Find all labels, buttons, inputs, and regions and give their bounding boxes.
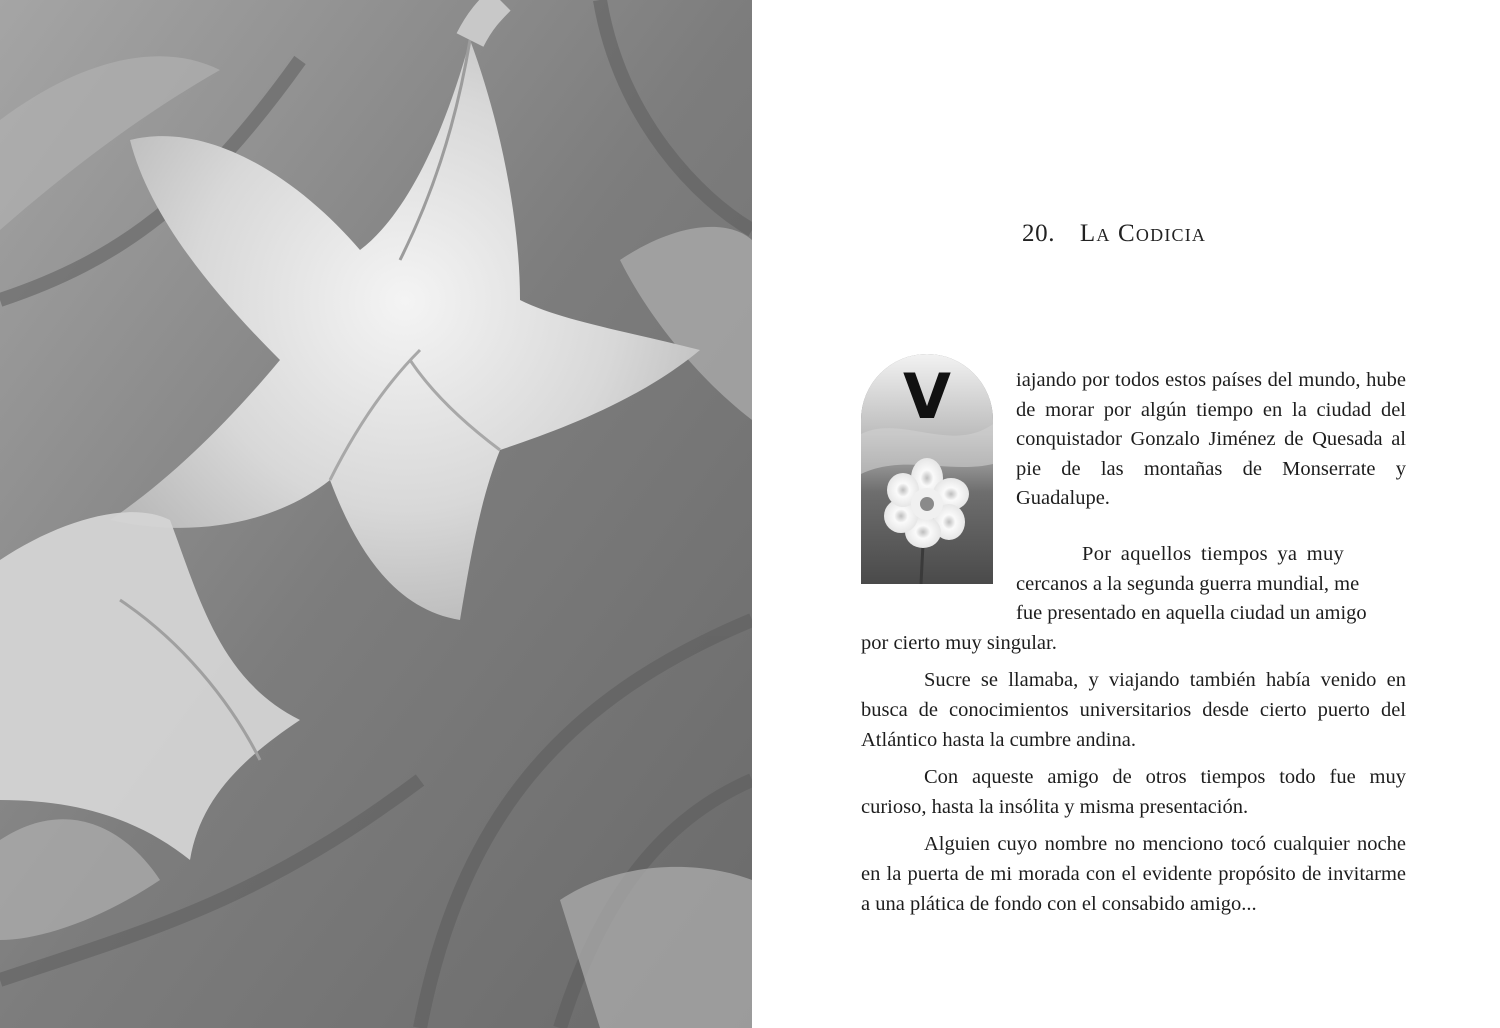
paragraph-3: Sucre se llamaba, y viajando también había venido en busca de conocimientos universitarios desde cierto puerto del Atlántico hasta la cumbre andina.: [861, 669, 1406, 751]
paragraph-5: Alguien cuyo nombre no menciono tocó cualquier noche en la puerta de mi morada con el evidente propósito de invitarme a una plática de fondo con el consabido amigo...: [861, 833, 1406, 915]
paragraph-2: [861, 540, 1406, 570]
paragraph-2-line-4: por cierto muy singular.: [861, 631, 1057, 654]
opening-paragraph: [1016, 366, 1406, 514]
body-paragraphs: [861, 540, 1406, 919]
chapter-title: La Codicia: [1079, 220, 1207, 247]
paragraph-4: Con aqueste amigo de otros tiempos todo fue muy curioso, hasta la insólita y misma presentación.: [861, 766, 1406, 818]
chapter-number: 20.: [1022, 220, 1056, 247]
text-page: [752, 0, 1500, 1028]
dropcap-letter: V: [903, 360, 951, 433]
paragraph-2-line-3-wrap: [861, 599, 1406, 629]
paragraph-2-line-3: fue presentado en aquella ciudad un amigo: [1016, 602, 1367, 625]
paragraph-2-line-4-wrap: [861, 629, 1406, 659]
paragraph-2-line-1: Por aquellos tiempos ya muy: [1082, 543, 1345, 565]
chapter-heading: [1022, 220, 1206, 248]
paragraph-2-line-2-wrap: [861, 570, 1406, 600]
paragraph-2-line-2: cercanos a la segunda guerra mundial, me: [1016, 572, 1360, 595]
paragraph-1: iajando por todos estos países del mundo, hube de morar por algún tiempo en la ciudad del conquistador Gonzalo Jiménez de Quesada al pie de las montañas de Monserrate y Guadalupe.: [1016, 369, 1406, 510]
